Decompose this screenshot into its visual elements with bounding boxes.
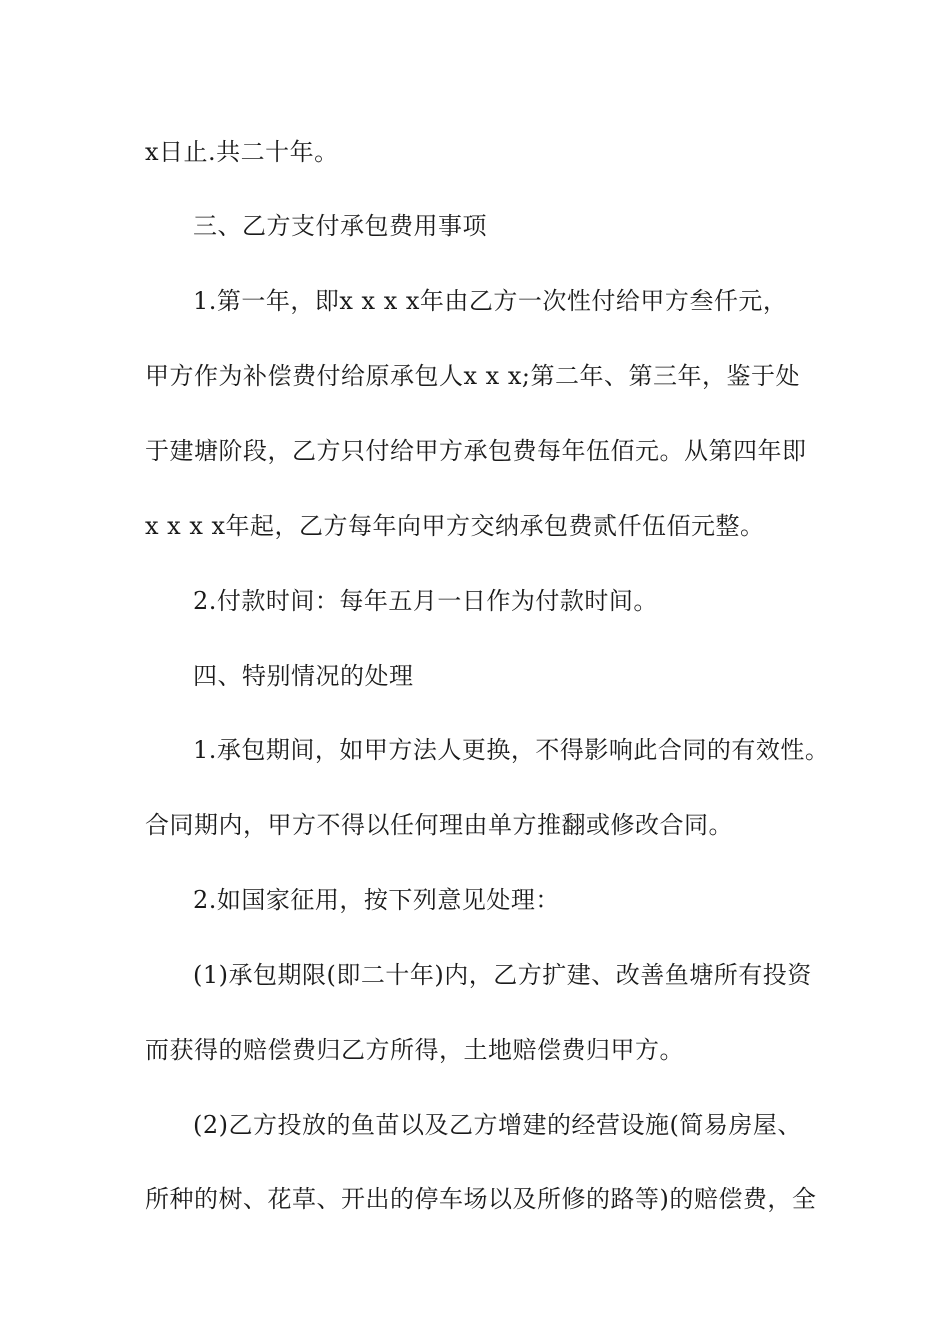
section-heading: 四、特别情况的处理 [193,662,414,690]
body-line: x日止.共二十年。 [145,138,339,166]
body-line: 2.付款时间：每年五月一日作为付款时间。 [193,587,658,615]
body-line: 合同期内，甲方不得以任何理由单方推翻或修改合同。 [145,811,733,839]
body-line: 甲方作为补偿费付给原承包人x x x;第二年、第三年，鉴于处 [145,362,800,390]
body-line: 所种的树、花草、开出的停车场以及所修的路等)的赔偿费，全 [145,1185,817,1213]
body-line: 于建塘阶段，乙方只付给甲方承包费每年伍佰元。从第四年即 [145,437,807,465]
body-line: (1)承包期限(即二十年)内，乙方扩建、改善鱼塘所有投资 [193,961,812,989]
section-heading: 三、乙方支付承包费用事项 [193,212,487,240]
body-line: (2)乙方投放的鱼苗以及乙方增建的经营设施(简易房屋、 [193,1111,802,1139]
body-line: 2.如国家征用，按下列意见处理： [193,886,560,914]
body-line: x x x x年起，乙方每年向甲方交纳承包费贰仟伍佰元整。 [145,512,765,540]
body-line: 1.承包期间，如甲方法人更换，不得影响此合同的有效性。 [193,736,830,764]
body-line: 1.第一年，即x x x x年由乙方一次性付给甲方叁仟元， [193,287,788,315]
body-line: 而获得的赔偿费归乙方所得，土地赔偿费归甲方。 [145,1036,684,1064]
